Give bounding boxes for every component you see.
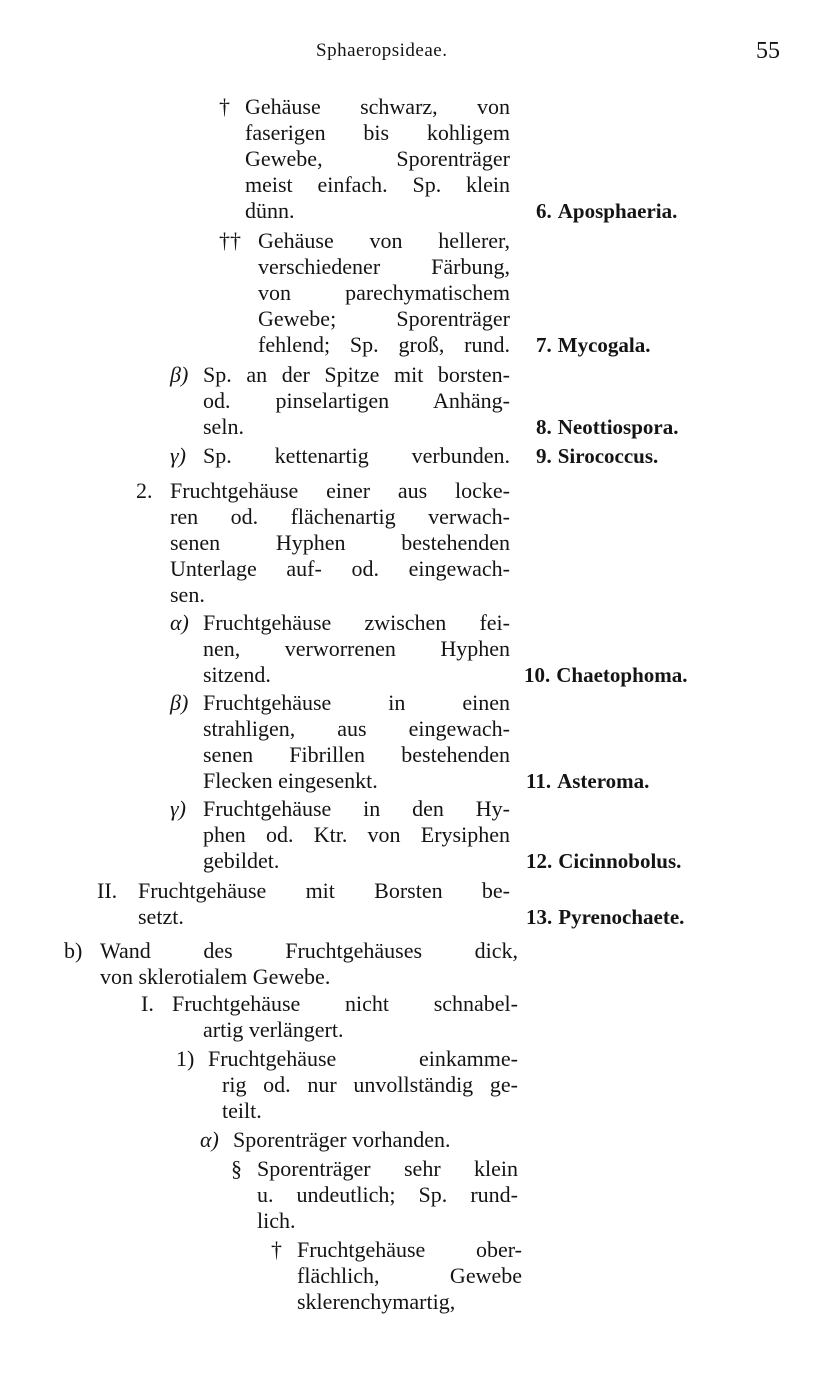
genus-entry [524,662,688,688]
genus-number: 11. [526,769,552,793]
key-line: Fruchtgehäuse zwischen fei- [203,610,510,635]
page-number: 55 [756,38,780,64]
genus-entry [526,768,649,794]
genus-number: 8. [536,415,552,439]
genus-number: 12. [526,849,553,873]
key-line: Fruchtgehäuse ober- [297,1237,522,1262]
key-line: Sporenträger vorhanden. [233,1127,451,1152]
key-line: artig verlängert. [203,1017,344,1042]
key-line: senen Fibrillen bestehenden [203,742,510,767]
key-line: Sp. kettenartig verbunden. [203,443,510,468]
key-marker-gamma: γ) [170,443,186,468]
key-line: von parechymatischem [258,280,510,305]
genus-entry [536,414,678,440]
key-line: Gehäuse von hellerer, [258,228,510,253]
genus-entry [526,848,681,874]
key-marker-one: 1) [176,1046,195,1071]
key-line: flächlich, Gewebe [297,1263,522,1288]
running-title: Sphaeropsideae. [316,40,448,61]
key-line: u. undeutlich; Sp. rund- [257,1182,518,1207]
key-line: Sporenträger sehr klein [257,1156,518,1181]
genus-number: 9. [536,444,552,468]
key-marker-roman-one: I. [141,991,154,1016]
key-line: senen Hyphen bestehenden [170,530,510,555]
genus-entry [536,443,658,469]
key-marker-double-dagger: †† [219,228,241,253]
genus-number: 7. [536,333,552,357]
genus-name: Pyrenochaete. [558,905,685,929]
key-line: verschiedener Färbung, [258,254,510,279]
key-line: phen od. Ktr. von Erysiphen [203,822,510,847]
key-marker-section: § [231,1156,242,1181]
key-line: teilt. [222,1098,262,1123]
genus-number: 6. [536,199,552,223]
key-marker-two: 2. [136,478,153,503]
key-line: nen, verworrenen Hyphen [203,636,510,661]
genus-name: Asteroma. [557,769,650,793]
key-line: dünn. [245,198,295,223]
genus-name: Neottiospora. [557,415,679,439]
key-line: Fruchtgehäuse mit Borsten be- [138,878,510,903]
genus-name: Aposphaeria. [557,199,678,223]
key-marker-gamma: γ) [170,796,186,821]
key-line: Fruchtgehäuse nicht schnabel- [172,991,518,1016]
key-marker-b: b) [64,938,83,963]
genus-name: Mycogala. [557,333,651,357]
key-marker-alpha: α) [170,610,189,635]
key-line: fehlend; Sp. groß, rund. [258,332,510,357]
key-line: sitzend. [203,662,271,687]
key-line: rig od. nur unvollständig ge- [222,1072,518,1097]
key-line: Wand des Fruchtgehäuses dick, [100,938,518,963]
key-line: Gewebe, Sporenträger [245,146,510,171]
genus-number: 10. [524,663,551,687]
key-line: sen. [170,582,205,607]
key-line: strahligen, aus eingewach- [203,716,510,741]
genus-entry [536,198,677,224]
key-line: gebildet. [203,848,280,873]
key-line: faserigen bis kohligem [245,120,510,145]
key-line: Flecken eingesenkt. [203,768,378,793]
key-line: Unterlage auf- od. eingewach- [170,556,510,581]
key-marker-dagger: † [219,94,230,119]
key-line: Fruchtgehäuse in den Hy- [203,796,510,821]
key-line: Fruchtgehäuse in einen [203,690,510,715]
genus-name: Cicinnobolus. [558,849,682,873]
key-line: Fruchtgehäuse einer aus locke- [170,478,510,503]
key-line: Gehäuse schwarz, von [245,94,510,119]
genus-name: Sirococcus. [557,444,659,468]
key-marker-alpha: α) [200,1127,219,1152]
key-line: lich. [257,1208,296,1233]
genus-name: Chaetophoma. [556,663,688,687]
key-line: Fruchtgehäuse einkamme- [208,1046,518,1071]
key-marker-beta: β) [170,362,189,387]
key-line: sklerenchymartig, [297,1289,456,1314]
genus-entry [526,904,684,930]
key-line: Sp. an der Spitze mit borsten- [203,362,510,387]
key-marker-beta: β) [170,690,189,715]
key-line: od. pinselartigen Anhäng- [203,388,510,413]
key-marker-roman-two: II. [97,878,118,903]
key-line: meist einfach. Sp. klein [245,172,510,197]
genus-number: 13. [526,905,553,929]
key-line: seln. [203,414,244,439]
key-line: setzt. [138,904,184,929]
key-marker-dagger: † [271,1237,282,1262]
genus-entry [536,332,650,358]
key-line: ren od. flächenartig verwach- [170,504,510,529]
key-line: von sklerotialem Gewebe. [100,964,331,989]
key-line: Gewebe; Sporenträger [258,306,510,331]
